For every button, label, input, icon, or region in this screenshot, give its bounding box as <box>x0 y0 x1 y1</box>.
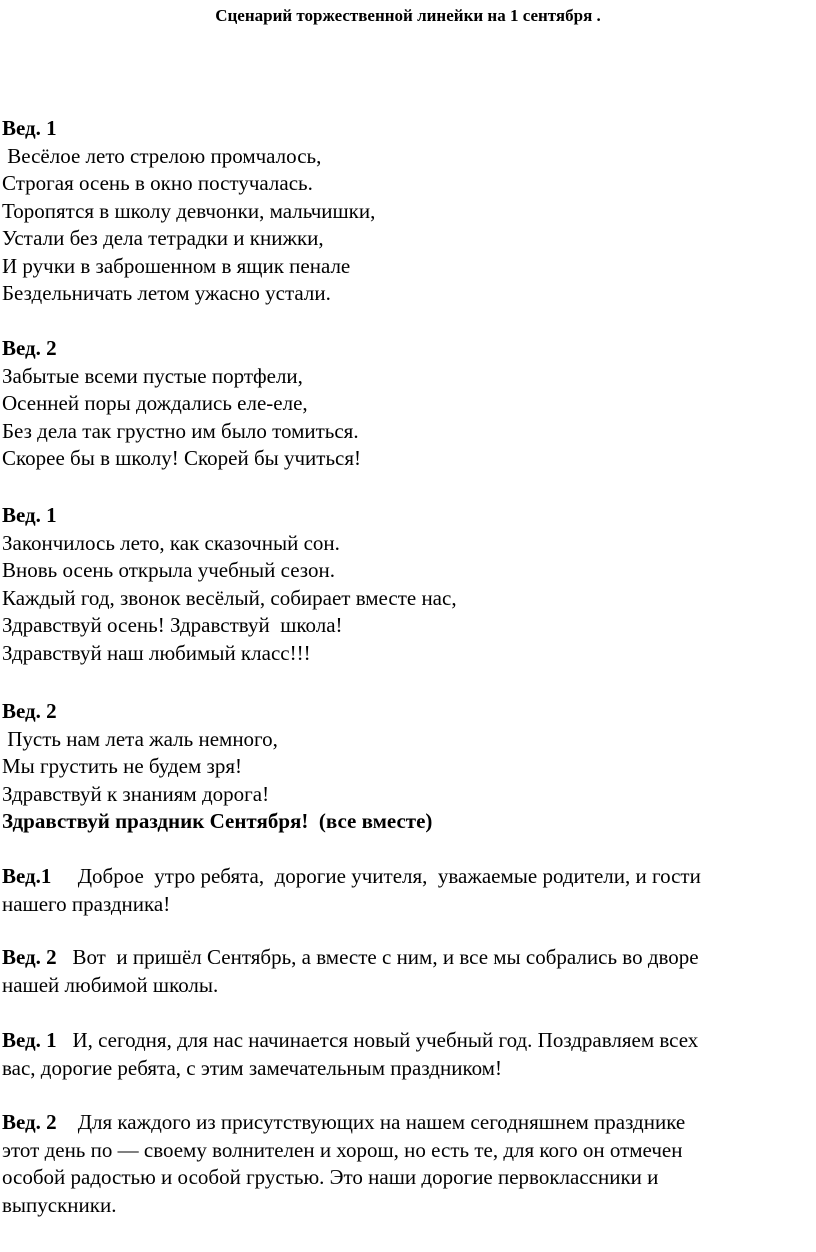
stanza-3 <box>2 502 814 667</box>
verse-line: Закончилось лето, как сказочный сон. <box>2 530 340 555</box>
verse-line: Торопятся в школу девчонки, мальчишки, <box>2 198 376 223</box>
verse-line: Устали без дела тетрадки и книжки, <box>2 226 324 250</box>
paragraph-text: Вот и пришёл Сентябрь, а вместе с ним, и все мы собрались во дворе <box>56 945 699 969</box>
paragraph-text: нашей любимой школы. <box>2 972 219 997</box>
verse-line: Здравствуй к знаниям дорога! <box>2 781 270 806</box>
stanza-4 <box>2 698 814 836</box>
paragraph-text: Доброе утро ребята, дорогие учителя, уважаемые родители, и гости <box>51 864 701 888</box>
paragraph-text: особой радостью и особой грустью. Это наши дорогие первоклассники и <box>2 1165 659 1189</box>
speaker-label: Вед.1 <box>2 864 52 888</box>
paragraph-text: вас, дорогие ребята, с этим замечательным праздником! <box>2 1055 502 1080</box>
paragraph-text: нашего праздника! <box>2 891 171 916</box>
verse-line: И ручки в заброшенном в ящик пенале <box>2 253 351 278</box>
verse-line: Бездельничать летом ужасно устали. <box>2 281 331 305</box>
verse-line: Строгая осень в окно постучалась. <box>2 171 313 195</box>
speaker-label: Вед. 1 <box>2 116 57 140</box>
speaker-label: Вед. 2 <box>2 1110 57 1134</box>
stanza-2 <box>2 335 814 473</box>
verse-line: Осенней поры дождались еле-еле, <box>2 391 308 415</box>
paragraph-1 <box>2 863 814 918</box>
verse-line: Здравствуй осень! Здравствуй школа! <box>2 613 343 637</box>
speaker-label: Вед. 1 <box>2 1028 57 1052</box>
verse-line: Вновь осень открыла учебный сезон. <box>2 558 335 582</box>
verse-line: Здравствуй наш любимый класс!!! <box>2 640 311 665</box>
paragraph-2 <box>2 944 814 999</box>
paragraph-text: И, сегодня, для нас начинается новый учебный год. Поздравляем всех <box>56 1028 699 1052</box>
verse-line: Без дела так грустно им было томиться. <box>2 418 359 443</box>
paragraph-3 <box>2 1027 814 1082</box>
verse-line: Каждый год, звонок весёлый, собирает вместе нас, <box>2 585 457 610</box>
document-title: Сценарий торжественной линейки на 1 сентября . <box>215 6 601 25</box>
verse-line: Скорее бы в школу! Скорей бы учиться! <box>2 446 362 470</box>
paragraph-text: Для каждого из присутствующих на нашем сегодняшнем празднике <box>56 1110 686 1134</box>
verse-line: Забытые всеми пустые портфели, <box>2 363 303 388</box>
paragraph-4 <box>2 1109 814 1219</box>
speaker-label: Вед. 2 <box>2 699 57 723</box>
paragraph-text: выпускники. <box>2 1192 117 1217</box>
paragraph-text: этот день по — своему волнителен и хорош, но есть те, для кого он отмечен <box>2 1137 683 1162</box>
verse-line: Мы грустить не будем зря! <box>2 754 242 778</box>
verse-line: Весёлое лето стрелою промчалось, <box>2 143 322 168</box>
speaker-label: Вед. 2 <box>2 336 57 360</box>
speaker-label: Вед. 2 <box>2 945 57 969</box>
speaker-label: Вед. 1 <box>2 503 57 527</box>
verse-line-all-together: Здравствуй праздник Сентября! (все вместе) <box>2 809 433 833</box>
verse-line: Пусть нам лета жаль немного, <box>2 726 278 751</box>
stanza-1 <box>2 115 814 308</box>
